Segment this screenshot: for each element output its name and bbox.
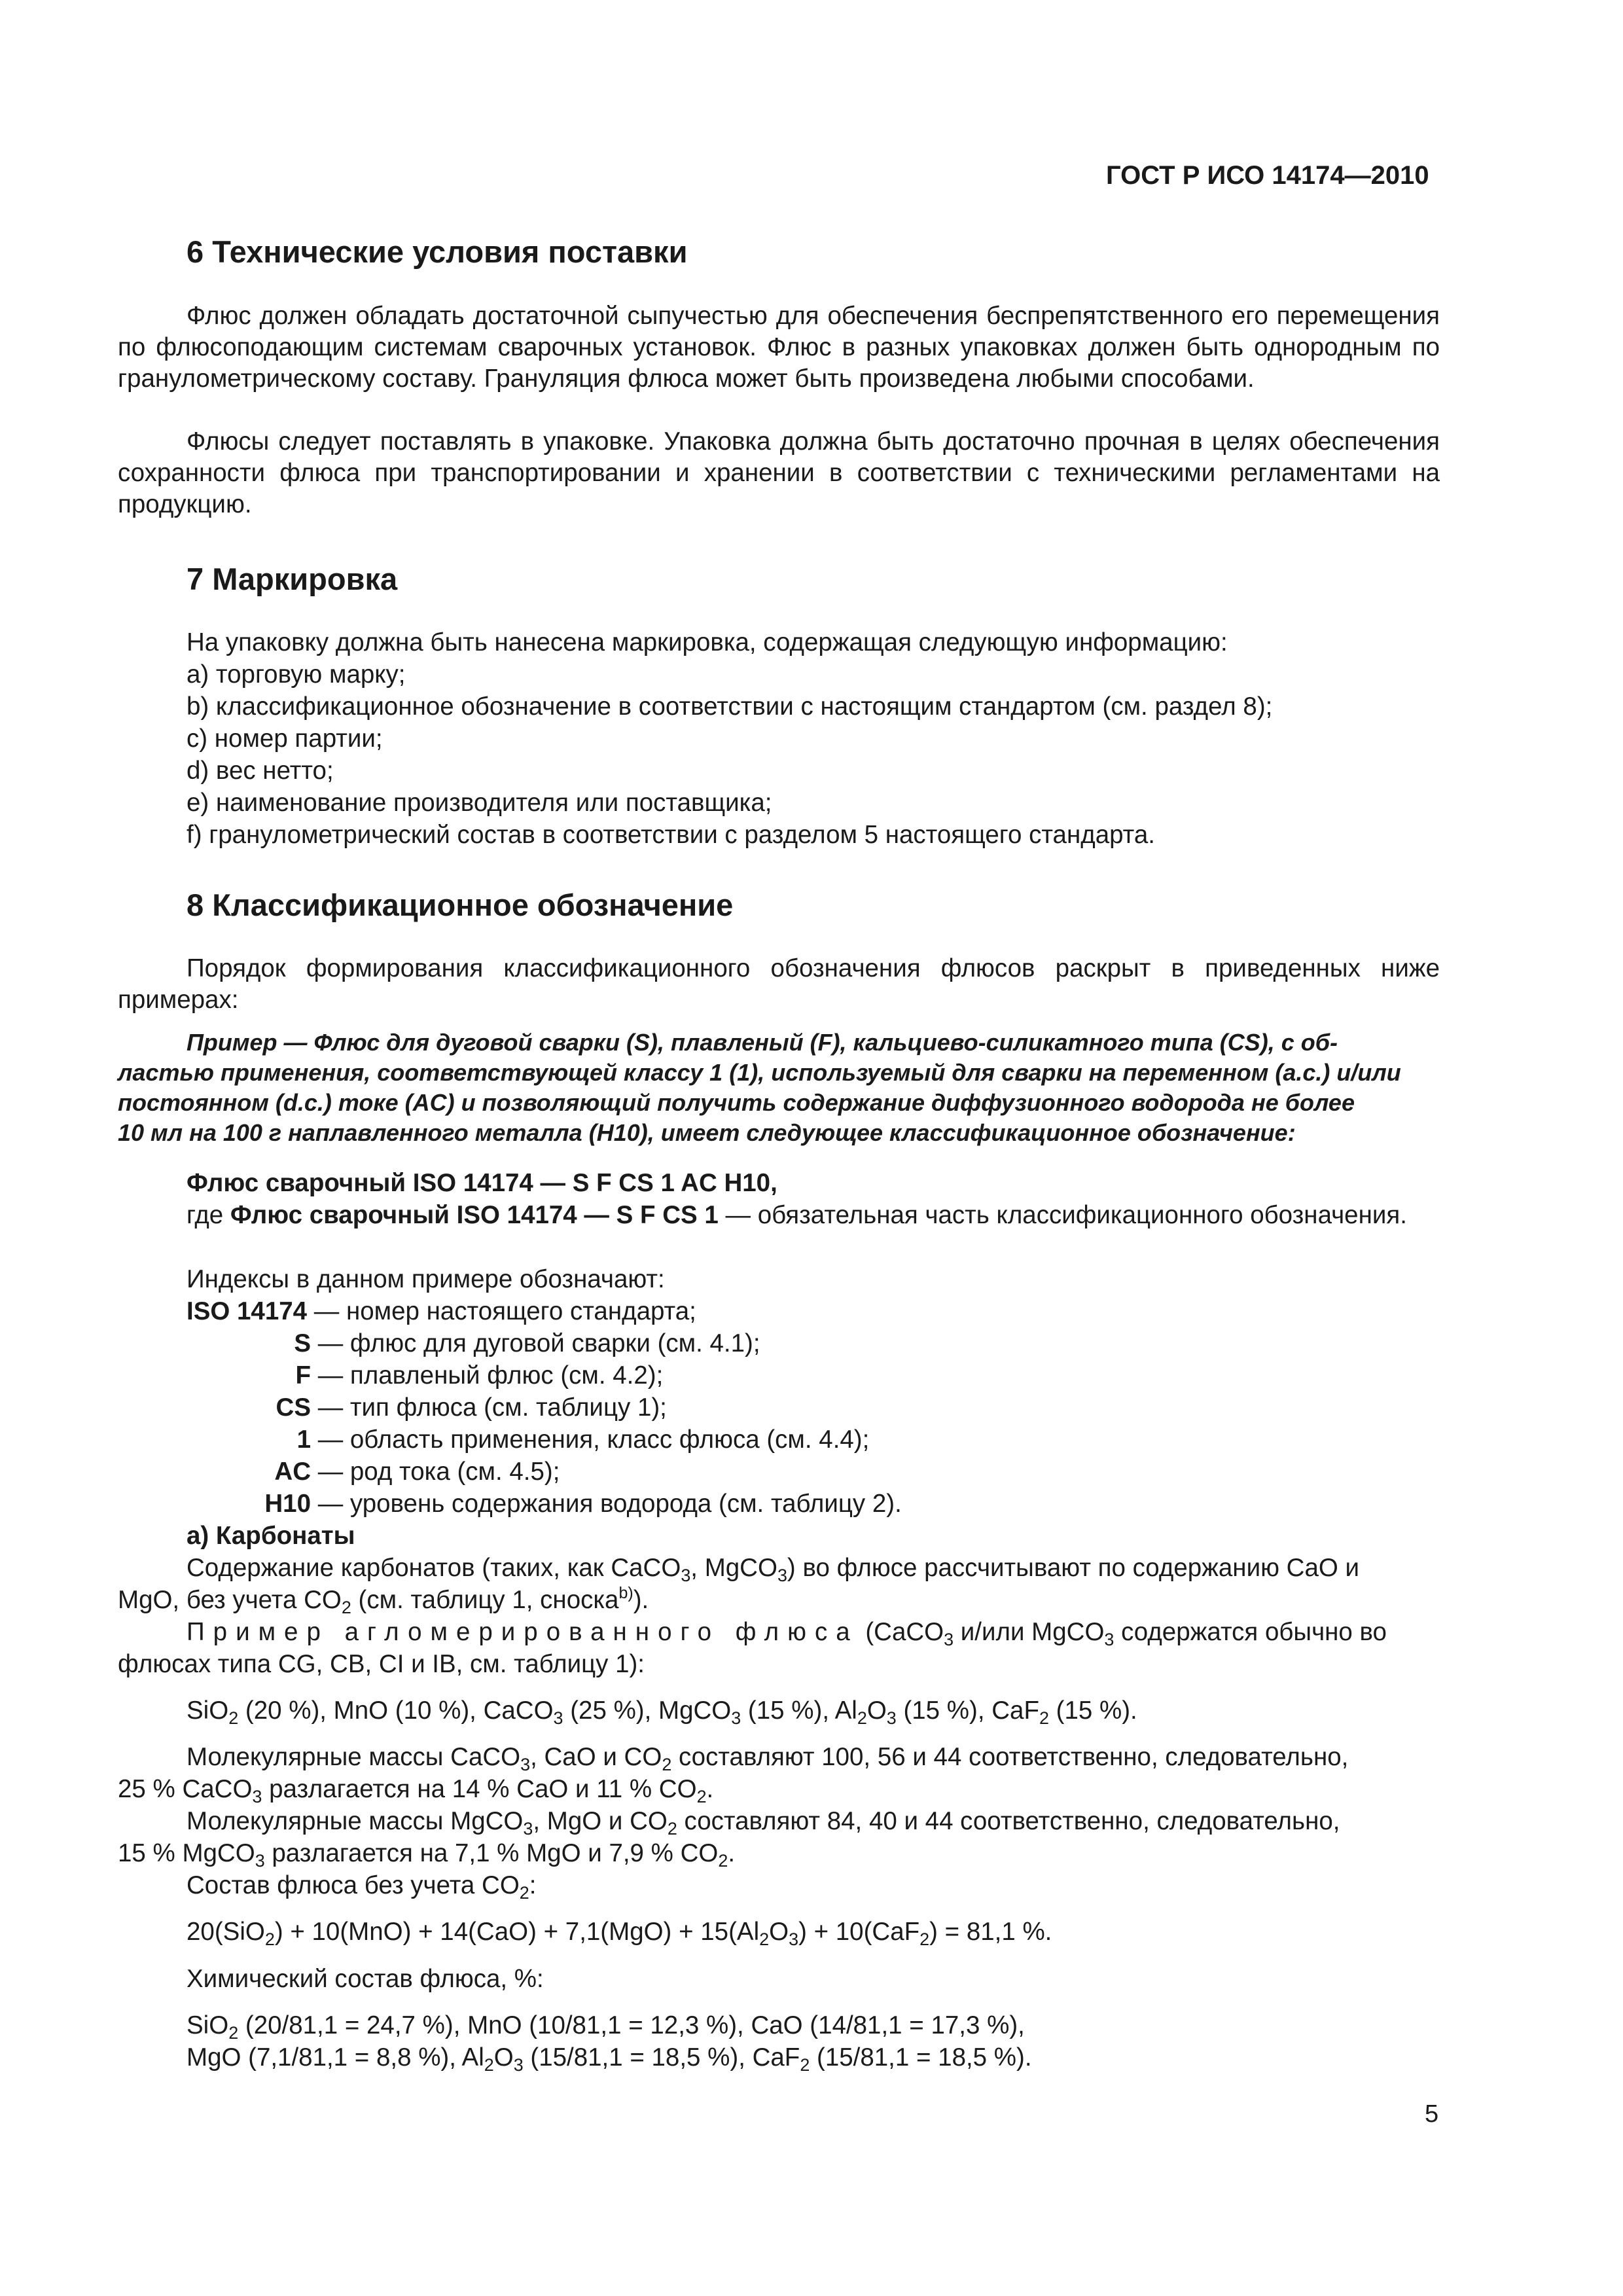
section-6-title: 6 Технические условия поставки <box>187 234 688 269</box>
index-item: H10 — уровень содержания водорода (см. таблицу 2). <box>264 1490 902 1518</box>
index-item: F — плавленый флюс (см. 4.2); <box>295 1361 664 1390</box>
document-header: ГОСТ Р ИСО 14174—2010 <box>1106 161 1429 190</box>
section-7-title: 7 Маркировка <box>187 562 398 596</box>
example-line: Пример — Флюс для дуговой сварки (S), плавленый (F), кальциево-силикатного типа (CS), с об- <box>187 1029 1338 1056</box>
list-item: b) классификационное обозначение в соответствии с настоящим стандартом (см. раздел 8); <box>187 692 1273 721</box>
carbonates-text: Содержание карбонатов (таких, как CaCO$_3$, MgCO$_3$) во флюсе рассчитывают по содержанию CaO и <box>187 1554 1360 1586</box>
section-8-paragraph-1: Порядок формирования классификационного обозначения флюсов раскрыт в приведенных ниже примерах: <box>118 954 1440 1014</box>
formula-composition: SiO$_2$ (20 %), MnO (10 %), CaCO$_3$ (25 %), MgCO$_3$ (15 %), $Al_2O_3$ (15 %), CaF$_2$ (15 %). <box>187 1696 1137 1729</box>
carbonates-text: MgO, без учета $CO_2$ (см. таблицу 1, сноска$^{b)}$). <box>118 1584 649 1618</box>
chemical-composition-label: Химический состав флюса, %: <box>187 1965 544 1993</box>
index-item: AC — род тока (см. 4.5); <box>274 1458 560 1486</box>
subsection-a-title: а) Карбонаты <box>187 1522 355 1550</box>
chemical-composition: SiO$_2$ (20/81,1 = 24,7 %), MnO (10/81,1 = 12,3 %), CaO (14/81,1 = 17,3 %), <box>187 2011 1025 2043</box>
agglomerated-example: Пример агломерированного флюса (CaCO$_3$ и/или MgCO$_3$ содержатся обычно во <box>187 1618 1387 1650</box>
indices-intro: Индексы в данном примере обозначают: <box>187 1265 665 1293</box>
index-item: 1 — область применения, класс флюса (см. 4.4); <box>296 1426 870 1454</box>
list-item: c) номер партии; <box>187 725 383 753</box>
chemical-composition: MgO (7,1/81,1 = 8,8 %), $Al_2O_3$ (15/81,1 = 18,5 %), CaF$_2$ (15/81,1 = 18,5 %). <box>187 2043 1032 2075</box>
agglomerated-example: флюсах типа CG, CB, CI и IB, см. таблицу 1): <box>118 1650 645 1678</box>
formula-sum: $20(SiO_2) + 10(MnO) + 14(CaO) + 7,1(MgO) + 15(Al_2O_3) + 10(CaF_2) = 81,1$ %. <box>187 1918 1052 1950</box>
list-item: a) торговую марку; <box>187 660 406 689</box>
page-number: 5 <box>1425 2100 1439 2128</box>
index-item: CS — тип флюса (см. таблицу 1); <box>276 1393 667 1422</box>
molecular-mass-text: 25 % CaCO$_3$ разлагается на 14 % CaO и 11 % $CO_2$. <box>118 1775 714 1807</box>
composition-label: Состав флюса без учета $CO_2$: <box>187 1871 537 1903</box>
example-line: ластью применения, соответствующей классу 1 (1), используемый для сварки на переменном (a.c.) и/или <box>118 1059 1401 1086</box>
list-item: d) вес нетто; <box>187 757 334 785</box>
molecular-mass-text: Молекулярные массы CaCO$_3$, CaO и $CO_2$ составляют 100, 56 и 44 соответственно, следовательно, <box>187 1743 1349 1775</box>
list-item: e) наименование производителя или поставщика; <box>187 789 772 817</box>
section-6-paragraph-2: Флюсы следует поставлять в упаковке. Упаковка должна быть достаточно прочная в целях обеспечения сохранности флюса при транспортировании и хранении в соответствии с техническими регламентами на продукцию. <box>118 427 1440 518</box>
index-item: S — флюс для дуговой сварки (см. 4.1); <box>294 1329 760 1357</box>
section-6-paragraph-1: Флюс должен обладать достаточной сыпучестью для обеспечения беспрепятственного его перемещения по флюсоподающим системам сварочных установок. Флюс в разных упаковках должен быть однородным по гранулометрическому составу. Грануляция флюса может быть произведена любыми способами. <box>118 302 1440 393</box>
molecular-mass-text: 15 % MgCO$_3$ разлагается на 7,1 % MgO и 7,9 % $CO_2$. <box>118 1839 736 1871</box>
list-item: f) гранулометрический состав в соответствии с разделом 5 настоящего стандарта. <box>187 821 1155 849</box>
molecular-mass-text: Молекулярные массы MgCO$_3$, MgO и $CO_2$ составляют 84, 40 и 44 соответственно, следовательно, <box>187 1807 1340 1839</box>
section-7-intro: На упаковку должна быть нанесена маркировка, содержащая следующую информацию: <box>187 628 1228 656</box>
designation-example: Флюс сварочный ISO 14174 — S F CS 1 AC H10, <box>187 1169 777 1197</box>
designation-where: где Флюс сварочный ISO 14174 — S F CS 1 — обязательная часть классификационного обозначения. <box>187 1201 1407 1229</box>
index-iso: ISO 14174 — номер настоящего стандарта; <box>187 1297 696 1325</box>
example-line: 10 мл на 100 г наплавленного металла (H10), имеет следующее классификационное обозначение: <box>118 1119 1296 1146</box>
section-8-title: 8 Классификационное обозначение <box>187 888 734 922</box>
example-line: постоянном (d.c.) токе (AC) и позволяющий получить содержание диффузионного водорода не более <box>118 1089 1355 1116</box>
